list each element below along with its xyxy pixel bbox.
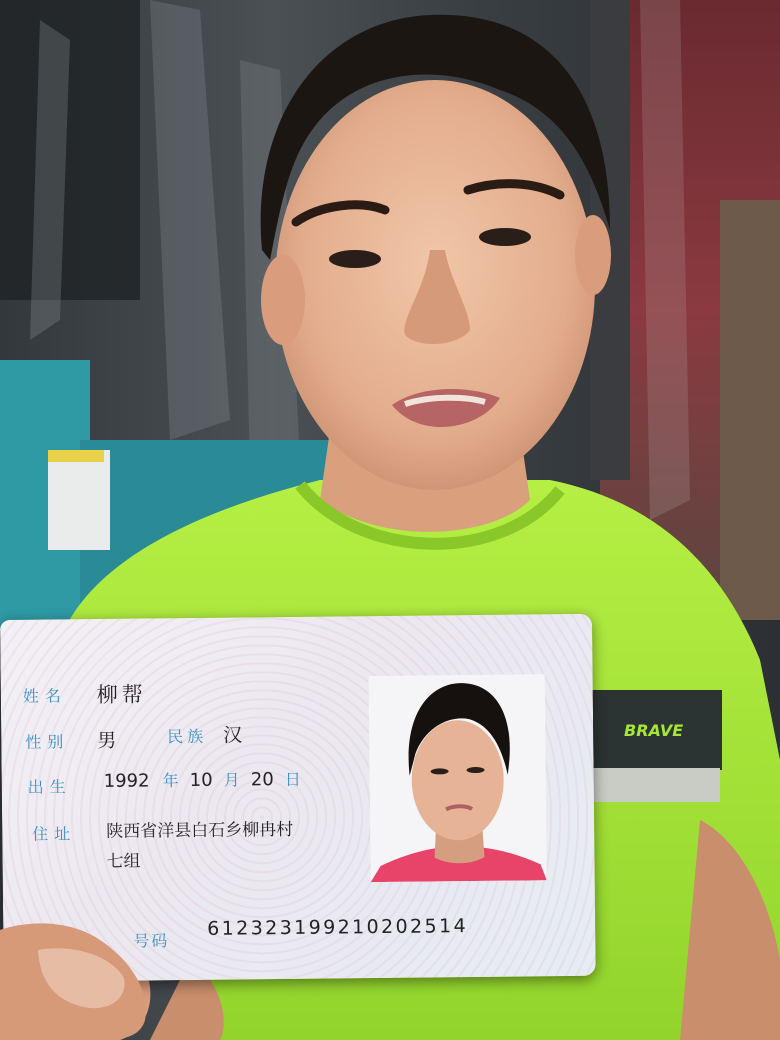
- id-number-value: 612323199210202514: [207, 915, 469, 940]
- shirt-logo: BRAVE: [624, 721, 684, 740]
- hanging-clothes-brown: [720, 200, 780, 620]
- card-portrait-photo: [369, 674, 547, 882]
- name-value: 柳帮: [96, 682, 147, 707]
- holding-thumb: [0, 920, 230, 1040]
- sticker-yellow-strip: [48, 450, 104, 462]
- left-eye: [329, 250, 381, 268]
- address-line2: 七组: [106, 851, 141, 872]
- id-number-label: 号码: [133, 931, 170, 951]
- day-unit: 日: [284, 769, 301, 790]
- white-sticker: [48, 450, 110, 550]
- birth-date: [104, 767, 301, 792]
- right-ear: [575, 215, 611, 295]
- birth-label: 出生: [27, 777, 72, 797]
- birth-day: 20: [250, 769, 274, 791]
- ethnicity-label: 民族: [167, 726, 208, 747]
- ethnicity-value: 汉: [223, 724, 243, 747]
- sex-value: 男: [97, 729, 117, 752]
- dark-top-left: [0, 0, 140, 300]
- address-label: 住址: [32, 824, 77, 844]
- birth-month: 10: [189, 769, 213, 792]
- shirt-stripe-grey: [592, 768, 720, 802]
- right-eye: [479, 228, 531, 246]
- birth-year: 1992: [103, 770, 150, 792]
- address-line1: 陕西省洋县白石乡柳冉村: [106, 819, 294, 842]
- left-ear: [261, 255, 305, 345]
- sex-label: 性别: [25, 732, 70, 752]
- name-label: 姓名: [22, 686, 67, 706]
- month-unit: 月: [223, 770, 240, 790]
- year-unit: 年: [162, 771, 179, 791]
